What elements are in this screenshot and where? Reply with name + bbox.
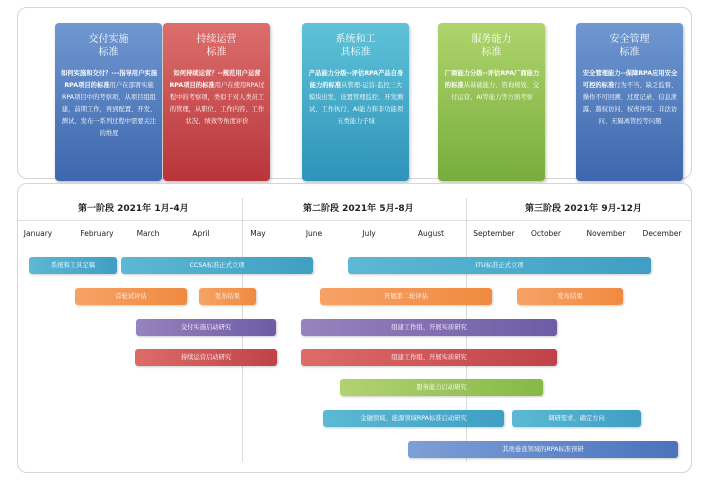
card-text: 用户在使用RPA过程中的考察项，类似于对人类员工的管理，从职位、工作内容、工作状况、绩效等角度评价: [169, 82, 265, 125]
card-delivery-implementation: [55, 23, 162, 181]
month-label: March: [136, 229, 160, 238]
card-text: 用户在部署实施RPA项目中的考察项，从项目组组建，前期工作，再到配置、开发、测试、发布一系列过程中需要关注的维度: [61, 82, 157, 137]
phase-label-2: 第二阶段 2021年 5月-8月: [303, 204, 414, 214]
card-title-line1: 持续运营: [196, 34, 237, 45]
month-label: September: [473, 229, 515, 238]
month-label: November: [586, 229, 626, 238]
task-bar: 服务能力启动研究: [340, 379, 543, 396]
card-title-line2: 标准: [481, 47, 502, 58]
month-label: February: [80, 229, 114, 238]
task-bar: ITU标准正式立项: [348, 257, 651, 274]
card-body: [582, 68, 678, 128]
phase-header-rule: [18, 220, 691, 221]
task-bar: 调研需求、确定方向: [512, 410, 641, 427]
card-lead: 如何实施和交付？---指导用户实施RPA项目的标准: [61, 70, 157, 89]
card-continuous-operation: [163, 23, 270, 181]
card-lead: 厂商能力分级--评估RPA厂商能力的标准: [444, 70, 540, 89]
card-body: [444, 68, 540, 104]
card-security-management: [576, 23, 683, 181]
phase-label-1: 第一阶段 2021年 1月-4月: [78, 204, 189, 214]
card-service-capability: [438, 23, 545, 181]
task-bar: CCSA标准正式立项: [121, 257, 313, 274]
task-bar: 发布结果: [517, 288, 623, 305]
card-lead: 如何持续运营？--规范用户运营RPA项目的标准: [169, 70, 261, 89]
card-text: 从管理-运营-监控三大模块出发，设置管理监控、开发测试、工作执行、AI能力和非功能项五类能力子域: [308, 82, 404, 125]
card-title-line1: 服务能力: [471, 34, 512, 45]
card-lead: 产品能力分级--评估RPA产品自身能力的标准: [308, 70, 404, 89]
month-label: April: [192, 229, 210, 238]
task-bar: 发布结果: [199, 288, 256, 305]
task-bar: 组建工作组、开展实质研究: [301, 349, 557, 366]
month-label: July: [362, 229, 376, 238]
task-bar: 首轮试评估: [75, 288, 187, 305]
task-bar: 其他垂直领域的RPA标准预研: [408, 441, 678, 458]
card-title: [163, 33, 270, 59]
card-title-line2: 标准: [98, 47, 119, 58]
month-label: October: [530, 229, 562, 238]
task-bar: 系统和工具定稿: [29, 257, 117, 274]
card-title: [55, 33, 162, 59]
card-title-line1: 系统和工: [335, 34, 376, 45]
roadmap-panel: [17, 183, 692, 473]
task-bar: 开展第二轮评估: [320, 288, 492, 305]
task-bar: 组建工作组、开展实质研究: [301, 319, 557, 336]
task-bar: 金融领域、能源领域RPA标准启动研究: [323, 410, 504, 427]
phase-label-3: 第三阶段 2021年 9月-12月: [525, 204, 642, 214]
month-label: August: [417, 229, 445, 238]
card-body: [308, 68, 404, 128]
month-label: June: [305, 229, 323, 238]
card-title-line1: 安全管理: [609, 34, 650, 45]
card-title-line2: 标准: [206, 47, 227, 58]
month-label: May: [250, 229, 266, 238]
card-title: [576, 33, 683, 59]
standards-panel: [17, 7, 692, 179]
card-title: [438, 33, 545, 59]
task-bar: 持续运营启动研究: [135, 349, 277, 366]
task-bar: 交付实施启动研究: [136, 319, 276, 336]
card-title: [302, 33, 409, 59]
card-body: [169, 68, 265, 128]
card-lead: 安全管理能力--保障RPA应用安全可控的标准: [582, 70, 678, 89]
month-label: January: [23, 229, 53, 238]
month-label: December: [642, 229, 682, 238]
card-title-line1: 交付实施: [88, 34, 129, 45]
card-title-line2: 具标准: [340, 47, 371, 58]
card-text: 行为不当、缺乏监督、操作不可回溯、过度记录、信息泄露、越权访问、权责冲突、非法访问、无隔离管控等问题: [582, 82, 678, 125]
card-text: 从基础能力、咨询规划、交付运营、AI等能力等方面考察: [451, 82, 540, 101]
card-system-tools: [302, 23, 409, 181]
card-body: [61, 68, 157, 140]
card-title-line2: 标准: [619, 47, 640, 58]
